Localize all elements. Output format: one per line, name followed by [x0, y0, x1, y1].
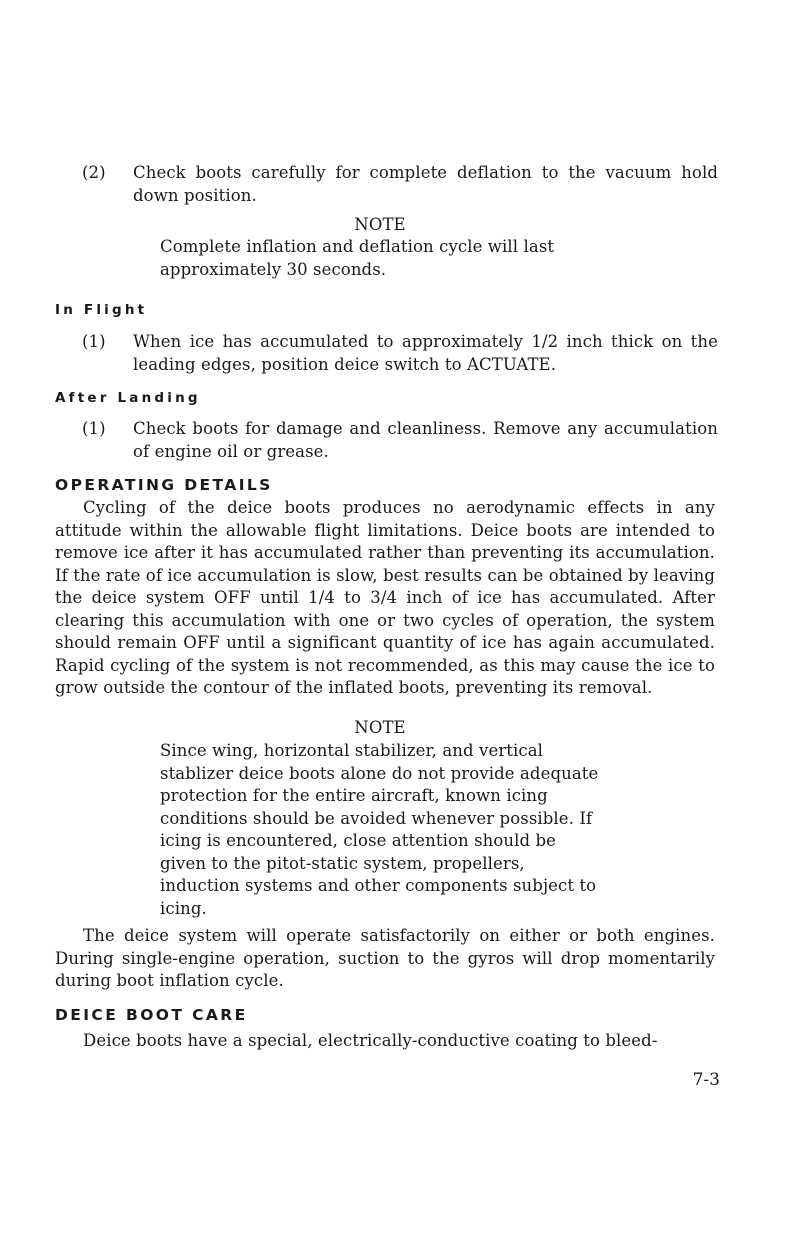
single-engine-paragraph: The deice system will operate satisfactorily on either or both engines. During single-engine operation, suction to the gyros will drop momentarily during boot inflation cycle.	[55, 926, 715, 990]
step-text: When ice has accumulated to approximately 1/2 inch thick on the leading edges, position deice switch to ACTUATE.	[133, 332, 718, 374]
step-number: (1)	[82, 419, 106, 438]
step-text: Check boots for damage and cleanliness. Remove any accumulation of engine oil or grease.	[133, 419, 718, 461]
step-text: Check boots carefully for complete deflation to the vacuum hold down position.	[133, 163, 718, 205]
step-check-boots	[82, 162, 718, 207]
note-1-body: Complete inflation and deflation cycle will last approximately 30 seconds.	[160, 237, 555, 279]
operating-details-heading: OPERATING DETAILS	[55, 476, 273, 494]
after-landing-heading: After Landing	[55, 390, 201, 406]
in-flight-step	[82, 331, 718, 376]
in-flight-heading: In Flight	[55, 302, 148, 318]
deice-boot-care-paragraph: Deice boots have a special, electrically-conductive coating to bleed-	[83, 1031, 658, 1050]
page-number: 7-3	[692, 1070, 720, 1090]
deice-boot-care-heading: DEICE BOOT CARE	[55, 1006, 248, 1024]
note-2-title: NOTE	[354, 718, 406, 737]
note-2-body: Since wing, horizontal stabilizer, and vertical stablizer deice boots alone do not provide adequate protection for the entire aircraft, known icing conditions should be avoided whenever possible. If icing is encountered, close attention should be given to the pitot-static system, propellers, induction systems and other components subject to icing.	[160, 741, 599, 918]
after-landing-step	[82, 418, 718, 463]
note-1-title: NOTE	[354, 215, 406, 234]
operating-details-paragraph: Cycling of the deice boots produces no aerodynamic effects in any attitude within the allowable flight limitations. Deice boots are intended to remove ice after it has accumulated rather than preventing its accumulation. If the rate of ice accumulation is slow, best results can be obtained by leaving the deice system OFF until 1/4 to 3/4 inch of ice has accumulated. After clearing this accumulation with one or two cycles of operation, the system should remain OFF until a significant quantity of ice has again accumulated. Rapid cycling of the system is not recommended, as this may cause the ice to grow outside the contour of the inflated boots, preventing its removal.	[55, 498, 715, 697]
step-number: (2)	[82, 163, 106, 182]
step-number: (1)	[82, 332, 106, 351]
